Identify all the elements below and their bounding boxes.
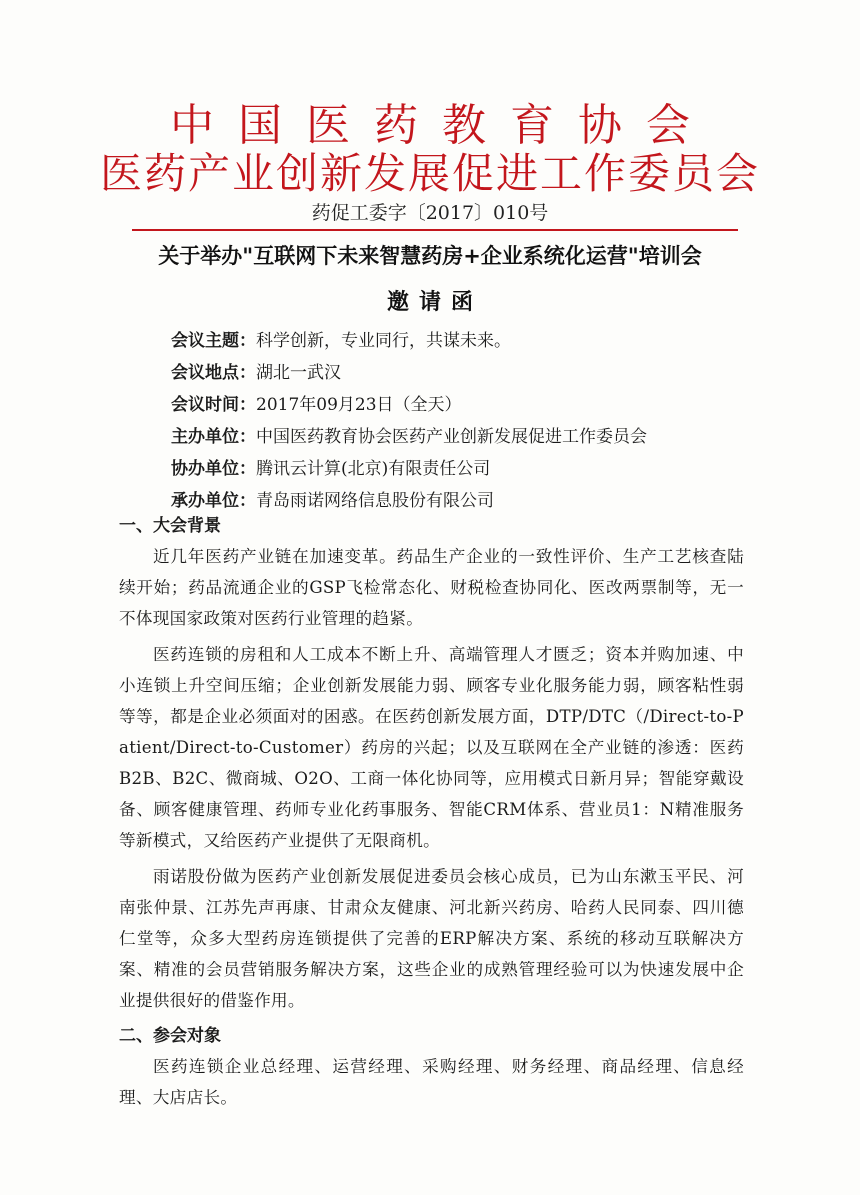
organization-name: 中国医药教育协会 xyxy=(170,100,714,151)
meta-key: 承办单位： xyxy=(171,491,256,511)
meta-key: 会议主题： xyxy=(171,331,256,351)
document-subtitle: 邀请函 xyxy=(386,290,483,315)
meta-key: 主办单位： xyxy=(171,427,256,447)
meta-value: 科学创新，专业同行，共谋未来。 xyxy=(256,331,511,351)
background-paragraph: 雨诺股份做为医药产业创新发展促进委员会核心成员，已为山东漱玉平民、河南张仲景、江苏先声再康、甘肃众友健康、河北新兴药房、哈药人民同泰、四川德仁堂等，众多大型药房连锁提供了完善的ERP解决方案、系统的移动互联解决方案、精准的会员营销服务解决方案，这些企业的成熟管理经验可以为快速发展中企业提供很好的借鉴作用。 xyxy=(119,867,744,1010)
meta-value: 中国医药教育协会医药产业创新发展促进工作委员会 xyxy=(256,427,647,447)
co-organizer-row xyxy=(171,456,771,488)
committee-name: 医药产业创新发展促进工作委员会 xyxy=(99,149,760,198)
meeting-info xyxy=(171,328,771,520)
meta-value: 青岛雨诺网络信息股份有限公司 xyxy=(256,491,494,511)
document-title: 关于举办"互联网下未来智慧药房+企业系统化运营"培训会 xyxy=(158,244,702,268)
background-paragraph: 近几年医药产业链在加速变革。药品生产企业的一致性评价、生产工艺核查陆续开始；药品流通企业的GSP飞检常态化、财税检查协同化、医改两票制等，无一不体现国家政策对医药行业管理的趋紧。 xyxy=(119,547,744,628)
letter-body xyxy=(119,511,744,1113)
meta-key: 会议地点： xyxy=(171,363,256,383)
section-heading-background: 一、大会背景 xyxy=(119,516,221,536)
attendees-paragraph: 医药连锁企业总经理、运营经理、采购经理、财务经理、商品经理、信息经理、大店店长。 xyxy=(119,1057,744,1107)
meta-value: 腾讯云计算(北京)有限责任公司 xyxy=(256,459,491,479)
meta-value: 2017年09月23日（全天） xyxy=(256,395,462,415)
organizer-row xyxy=(171,424,771,456)
meeting-time-row xyxy=(171,392,771,424)
background-paragraph: 医药连锁的房租和人工成本不断上升、高端管理人才匮乏；资本并购加速、中小连锁上升空间压缩；企业创新发展能力弱、顾客专业化服务能力弱，顾客粘性弱等等，都是企业必须面对的困惑。在医药创新发展方面，DTP/DTC（/Direct-to-Patient/Direct-to-Customer）药房的兴起；以及互联网在全产业链的渗透：医药B2B、B2C、微商城、O2O、工商一体化协同等，应用模式日新月异；智能穿戴设备、顾客健康管理、药师专业化药事服务、智能CRM体系、营业员1：N精准服务等新模式，又给医药产业提供了无限商机。 xyxy=(119,645,744,850)
meta-key: 协办单位： xyxy=(171,459,256,479)
meeting-location-row xyxy=(171,360,771,392)
section-heading-attendees: 二、参会对象 xyxy=(119,1026,221,1046)
meeting-theme-row xyxy=(171,328,771,360)
meta-value: 湖北一武汉 xyxy=(256,363,341,383)
document-number: 药促工委字〔2017〕010号 xyxy=(311,202,549,224)
meta-key: 会议时间： xyxy=(171,395,256,415)
header-divider xyxy=(132,229,738,231)
